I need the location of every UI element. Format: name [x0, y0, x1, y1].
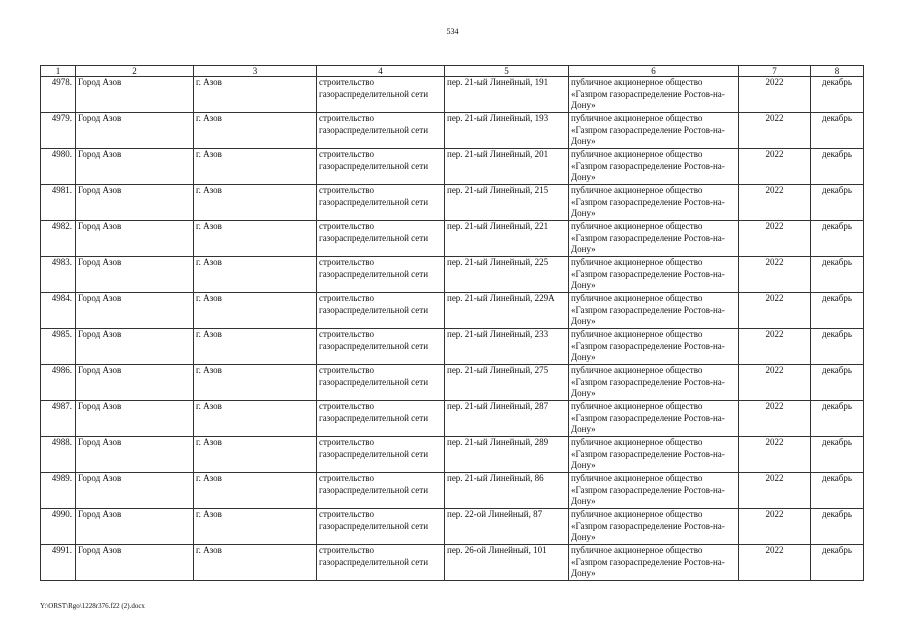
- month-cell: декабрь: [811, 473, 864, 509]
- header-cell: 3: [194, 66, 317, 77]
- organization-cell: публичное акционерное общество «Газпром газораспределение Ростов-на-Дону»: [569, 257, 739, 293]
- settlement-cell: г. Азов: [194, 329, 317, 365]
- work-type-cell: строительство газораспределительной сети: [317, 257, 445, 293]
- month-cell: декабрь: [811, 401, 864, 437]
- organization-cell: публичное акционерное общество «Газпром газораспределение Ростов-на-Дону»: [569, 437, 739, 473]
- work-type-cell: строительство газораспределительной сети: [317, 365, 445, 401]
- row-number: 4988.: [41, 437, 76, 473]
- table-row: [41, 77, 864, 113]
- year-cell: 2022: [739, 113, 811, 149]
- table-row: [41, 221, 864, 257]
- month-cell: декабрь: [811, 365, 864, 401]
- work-type-cell: строительство газораспределительной сети: [317, 293, 445, 329]
- year-cell: 2022: [739, 437, 811, 473]
- municipality-cell: Город Азов: [76, 365, 194, 401]
- data-table: [40, 65, 864, 581]
- year-cell: 2022: [739, 149, 811, 185]
- organization-cell: публичное акционерное общество «Газпром газораспределение Ростов-на-Дону»: [569, 401, 739, 437]
- year-cell: 2022: [739, 473, 811, 509]
- year-cell: 2022: [739, 509, 811, 545]
- row-number: 4980.: [41, 149, 76, 185]
- address-cell: пер. 26-ой Линейный, 101: [445, 545, 569, 581]
- municipality-cell: Город Азов: [76, 437, 194, 473]
- month-cell: декабрь: [811, 293, 864, 329]
- table-body: [41, 77, 864, 581]
- address-cell: пер. 21-ый Линейный, 201: [445, 149, 569, 185]
- settlement-cell: г. Азов: [194, 221, 317, 257]
- year-cell: 2022: [739, 545, 811, 581]
- month-cell: декабрь: [811, 113, 864, 149]
- file-path-footer: Y:\ORST\Rgo\1228r376.f22 (2).docx: [40, 602, 145, 610]
- row-number: 4987.: [41, 401, 76, 437]
- organization-cell: публичное акционерное общество «Газпром газораспределение Ростов-на-Дону»: [569, 185, 739, 221]
- settlement-cell: г. Азов: [194, 113, 317, 149]
- table-row: [41, 401, 864, 437]
- table-row: [41, 365, 864, 401]
- year-cell: 2022: [739, 221, 811, 257]
- municipality-cell: Город Азов: [76, 185, 194, 221]
- work-type-cell: строительство газораспределительной сети: [317, 221, 445, 257]
- address-cell: пер. 21-ый Линейный, 275: [445, 365, 569, 401]
- header-cell: 2: [76, 66, 194, 77]
- month-cell: декабрь: [811, 509, 864, 545]
- organization-cell: публичное акционерное общество «Газпром газораспределение Ростов-на-Дону»: [569, 113, 739, 149]
- address-cell: пер. 21-ый Линейный, 193: [445, 113, 569, 149]
- table-row: [41, 149, 864, 185]
- address-cell: пер. 21-ый Линейный, 221: [445, 221, 569, 257]
- row-number: 4991.: [41, 545, 76, 581]
- work-type-cell: строительство газораспределительной сети: [317, 473, 445, 509]
- address-cell: пер. 21-ый Линейный, 225: [445, 257, 569, 293]
- organization-cell: публичное акционерное общество «Газпром газораспределение Ростов-на-Дону»: [569, 365, 739, 401]
- address-cell: пер. 21-ый Линейный, 215: [445, 185, 569, 221]
- work-type-cell: строительство газораспределительной сети: [317, 545, 445, 581]
- settlement-cell: г. Азов: [194, 149, 317, 185]
- municipality-cell: Город Азов: [76, 473, 194, 509]
- municipality-cell: Город Азов: [76, 329, 194, 365]
- year-cell: 2022: [739, 329, 811, 365]
- table-row: [41, 257, 864, 293]
- row-number: 4981.: [41, 185, 76, 221]
- work-type-cell: строительство газораспределительной сети: [317, 437, 445, 473]
- header-cell: 5: [445, 66, 569, 77]
- organization-cell: публичное акционерное общество «Газпром газораспределение Ростов-на-Дону»: [569, 221, 739, 257]
- year-cell: 2022: [739, 293, 811, 329]
- row-number: 4983.: [41, 257, 76, 293]
- table-row: [41, 293, 864, 329]
- address-cell: пер. 21-ый Линейный, 229А: [445, 293, 569, 329]
- year-cell: 2022: [739, 185, 811, 221]
- municipality-cell: Город Азов: [76, 401, 194, 437]
- table-row: [41, 509, 864, 545]
- month-cell: декабрь: [811, 77, 864, 113]
- municipality-cell: Город Азов: [76, 257, 194, 293]
- organization-cell: публичное акционерное общество «Газпром газораспределение Ростов-на-Дону»: [569, 545, 739, 581]
- municipality-cell: Город Азов: [76, 77, 194, 113]
- settlement-cell: г. Азов: [194, 77, 317, 113]
- organization-cell: публичное акционерное общество «Газпром газораспределение Ростов-на-Дону»: [569, 329, 739, 365]
- month-cell: декабрь: [811, 437, 864, 473]
- row-number: 4978.: [41, 77, 76, 113]
- header-cell: 7: [739, 66, 811, 77]
- address-cell: пер. 21-ый Линейный, 86: [445, 473, 569, 509]
- table-row: [41, 473, 864, 509]
- settlement-cell: г. Азов: [194, 473, 317, 509]
- work-type-cell: строительство газораспределительной сети: [317, 509, 445, 545]
- header-cell: 1: [41, 66, 76, 77]
- table-row: [41, 113, 864, 149]
- row-number: 4986.: [41, 365, 76, 401]
- row-number: 4990.: [41, 509, 76, 545]
- month-cell: декабрь: [811, 257, 864, 293]
- settlement-cell: г. Азов: [194, 437, 317, 473]
- settlement-cell: г. Азов: [194, 365, 317, 401]
- settlement-cell: г. Азов: [194, 509, 317, 545]
- settlement-cell: г. Азов: [194, 293, 317, 329]
- year-cell: 2022: [739, 77, 811, 113]
- table-header-row: [41, 66, 864, 77]
- address-cell: пер. 21-ый Линейный, 191: [445, 77, 569, 113]
- month-cell: декабрь: [811, 221, 864, 257]
- organization-cell: публичное акционерное общество «Газпром газораспределение Ростов-на-Дону»: [569, 293, 739, 329]
- month-cell: декабрь: [811, 545, 864, 581]
- municipality-cell: Город Азов: [76, 509, 194, 545]
- table-row: [41, 329, 864, 365]
- row-number: 4984.: [41, 293, 76, 329]
- year-cell: 2022: [739, 365, 811, 401]
- year-cell: 2022: [739, 257, 811, 293]
- organization-cell: публичное акционерное общество «Газпром газораспределение Ростов-на-Дону»: [569, 509, 739, 545]
- page-number: 534: [446, 27, 459, 36]
- address-cell: пер. 22-ой Линейный, 87: [445, 509, 569, 545]
- settlement-cell: г. Азов: [194, 257, 317, 293]
- settlement-cell: г. Азов: [194, 185, 317, 221]
- address-cell: пер. 21-ый Линейный, 287: [445, 401, 569, 437]
- table-row: [41, 545, 864, 581]
- row-number: 4979.: [41, 113, 76, 149]
- organization-cell: публичное акционерное общество «Газпром газораспределение Ростов-на-Дону»: [569, 473, 739, 509]
- work-type-cell: строительство газораспределительной сети: [317, 401, 445, 437]
- month-cell: декабрь: [811, 185, 864, 221]
- municipality-cell: Город Азов: [76, 221, 194, 257]
- settlement-cell: г. Азов: [194, 545, 317, 581]
- row-number: 4989.: [41, 473, 76, 509]
- month-cell: декабрь: [811, 149, 864, 185]
- month-cell: декабрь: [811, 329, 864, 365]
- municipality-cell: Город Азов: [76, 149, 194, 185]
- work-type-cell: строительство газораспределительной сети: [317, 149, 445, 185]
- municipality-cell: Город Азов: [76, 113, 194, 149]
- organization-cell: публичное акционерное общество «Газпром газораспределение Ростов-на-Дону»: [569, 77, 739, 113]
- work-type-cell: строительство газораспределительной сети: [317, 185, 445, 221]
- year-cell: 2022: [739, 401, 811, 437]
- table-row: [41, 437, 864, 473]
- address-cell: пер. 21-ый Линейный, 289: [445, 437, 569, 473]
- work-type-cell: строительство газораспределительной сети: [317, 113, 445, 149]
- municipality-cell: Город Азов: [76, 293, 194, 329]
- work-type-cell: строительство газораспределительной сети: [317, 329, 445, 365]
- header-cell: 4: [317, 66, 445, 77]
- header-cell: 8: [811, 66, 864, 77]
- settlement-cell: г. Азов: [194, 401, 317, 437]
- municipality-cell: Город Азов: [76, 545, 194, 581]
- row-number: 4982.: [41, 221, 76, 257]
- table-row: [41, 185, 864, 221]
- organization-cell: публичное акционерное общество «Газпром газораспределение Ростов-на-Дону»: [569, 149, 739, 185]
- work-type-cell: строительство газораспределительной сети: [317, 77, 445, 113]
- address-cell: пер. 21-ый Линейный, 233: [445, 329, 569, 365]
- header-cell: 6: [569, 66, 739, 77]
- row-number: 4985.: [41, 329, 76, 365]
